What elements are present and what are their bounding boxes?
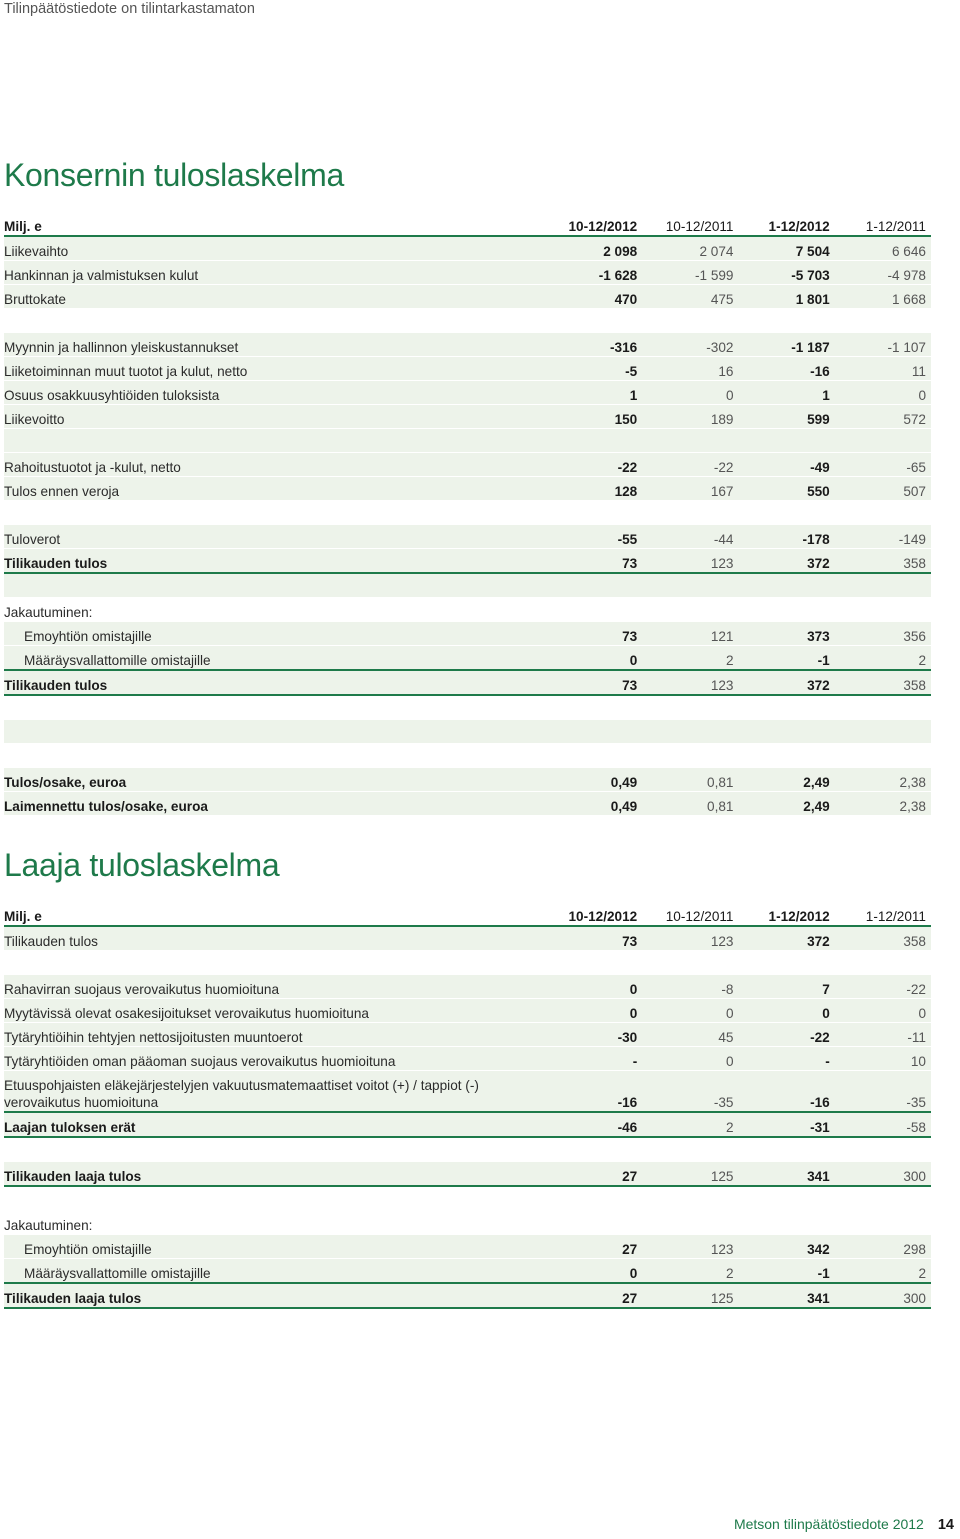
cell-value: 128 — [546, 477, 642, 501]
cell-value: 2 — [642, 1259, 738, 1284]
cell-value: 27 — [546, 1162, 642, 1187]
cell-value: -1 599 — [642, 261, 738, 285]
column-header: 10-12/2012 — [546, 902, 642, 926]
cell-value: 0 — [546, 975, 642, 999]
table-row — [4, 1235, 931, 1259]
cell-value: 341 — [739, 1283, 835, 1308]
spacer-row — [4, 573, 931, 598]
cell-value: -31 — [739, 1112, 835, 1137]
cell-value: -22 — [546, 453, 642, 477]
table-row — [4, 792, 931, 816]
cell-value: 123 — [642, 549, 738, 574]
spacer-row — [4, 501, 931, 525]
cell-value: 0 — [546, 646, 642, 671]
cell-value: 2,49 — [739, 768, 835, 792]
cell-value: 7 504 — [739, 236, 835, 261]
cell-value: 2 — [835, 646, 931, 671]
total-row — [4, 1162, 931, 1187]
row-label: Tilikauden tulos — [4, 549, 546, 574]
table-row — [4, 285, 931, 309]
cell-value: 10 — [835, 1047, 931, 1071]
header-note: Tilinpäätöstiedote on tilintarkastamaton — [4, 1, 255, 17]
cell-value: 372 — [739, 926, 835, 951]
cell-value: -30 — [546, 1023, 642, 1047]
spacer-row — [4, 1137, 931, 1162]
cell-value: -44 — [642, 525, 738, 549]
row-label: Emoyhtiön omistajille — [4, 622, 546, 646]
row-label: Jakautuminen: — [4, 1211, 931, 1235]
row-label: Liikevaihto — [4, 236, 546, 261]
cell-value: 298 — [835, 1235, 931, 1259]
cell-value: -16 — [739, 357, 835, 381]
cell-value: 2,49 — [739, 792, 835, 816]
table-row — [4, 357, 931, 381]
row-label: Myytävissä olevat osakesijoitukset verovaikutus huomioituna — [4, 999, 546, 1023]
cell-value: 125 — [642, 1283, 738, 1308]
column-header-label: Milj. e — [4, 212, 546, 236]
table-row — [4, 999, 931, 1023]
cell-value: 0 — [642, 999, 738, 1023]
cell-value: 342 — [739, 1235, 835, 1259]
row-label: Tulos/osake, euroa — [4, 768, 546, 792]
spacer-row — [4, 1186, 931, 1211]
cell-value: -65 — [835, 453, 931, 477]
row-label: Etuuspohjaisten eläkejärjestelyjen vakuutusmatemaattiset voitot (+) / tappiot (-) verovaikutus huomioituna — [4, 1071, 546, 1113]
row-label: Emoyhtiön omistajille — [4, 1235, 546, 1259]
cell-value: 2 098 — [546, 236, 642, 261]
section-title-income-statement: Konsernin tuloslaskelma — [4, 157, 344, 193]
spacer-row — [4, 744, 931, 768]
table-row — [4, 646, 931, 671]
cell-value: -302 — [642, 333, 738, 357]
cell-value: 599 — [739, 405, 835, 429]
row-label: Tytäryhtiöihin tehtyjen nettosijoitusten muuntoerot — [4, 1023, 546, 1047]
cell-value: 1 — [546, 381, 642, 405]
cell-value: 0 — [739, 999, 835, 1023]
cell-value: 0 — [835, 381, 931, 405]
cell-value: -35 — [835, 1071, 931, 1113]
row-label: Laimennettu tulos/osake, euroa — [4, 792, 546, 816]
cell-value: -149 — [835, 525, 931, 549]
table-row — [4, 926, 931, 951]
table-row — [4, 1047, 931, 1071]
cell-value: 150 — [546, 405, 642, 429]
row-label: Tytäryhtiöiden oman pääoman suojaus verovaikutus huomioituna — [4, 1047, 546, 1071]
spacer-row — [4, 695, 931, 720]
cell-value: 123 — [642, 926, 738, 951]
spacer-row — [4, 309, 931, 333]
income-statement-table — [4, 212, 931, 816]
cell-value: 572 — [835, 405, 931, 429]
table-row — [4, 453, 931, 477]
row-label: Tilikauden tulos — [4, 670, 546, 695]
table-row — [4, 261, 931, 285]
cell-value: 11 — [835, 357, 931, 381]
cell-value: 0,49 — [546, 768, 642, 792]
table-row — [4, 598, 931, 622]
cell-value: 1 — [739, 381, 835, 405]
cell-value: -11 — [835, 1023, 931, 1047]
table-row — [4, 333, 931, 357]
table-row — [4, 1211, 931, 1235]
cell-value: 123 — [642, 670, 738, 695]
cell-value: 6 646 — [835, 236, 931, 261]
cell-value: 475 — [642, 285, 738, 309]
column-header: 10-12/2011 — [642, 902, 738, 926]
cell-value: -22 — [835, 975, 931, 999]
cell-value: 27 — [546, 1235, 642, 1259]
column-header-label: Milj. e — [4, 902, 546, 926]
column-header: 1-12/2011 — [835, 212, 931, 236]
cell-value: -8 — [642, 975, 738, 999]
spacer-row — [4, 951, 931, 975]
cell-value: 125 — [642, 1162, 738, 1187]
cell-value: 358 — [835, 926, 931, 951]
cell-value: 27 — [546, 1283, 642, 1308]
cell-value: 2 074 — [642, 236, 738, 261]
cell-value: 358 — [835, 670, 931, 695]
row-label: Rahavirran suojaus verovaikutus huomioituna — [4, 975, 546, 999]
cell-value: -1 628 — [546, 261, 642, 285]
cell-value: -16 — [739, 1071, 835, 1113]
cell-value: 7 — [739, 975, 835, 999]
total-row — [4, 1283, 931, 1308]
column-header: 1-12/2011 — [835, 902, 931, 926]
spacer-row — [4, 429, 931, 453]
cell-value: 73 — [546, 926, 642, 951]
row-label: Tuloverot — [4, 525, 546, 549]
cell-value: 0,81 — [642, 792, 738, 816]
column-header: 10-12/2011 — [642, 212, 738, 236]
table-row — [4, 405, 931, 429]
cell-value: - — [546, 1047, 642, 1071]
cell-value: 73 — [546, 549, 642, 574]
row-label: Tilikauden laaja tulos — [4, 1162, 546, 1187]
table-row — [4, 1023, 931, 1047]
row-label: Laajan tuloksen erät — [4, 1112, 546, 1137]
cell-value: -35 — [642, 1071, 738, 1113]
cell-value: -16 — [546, 1071, 642, 1113]
publication-name: Metson tilinpäätöstiedote 2012 — [733, 1516, 924, 1532]
cell-value: 73 — [546, 622, 642, 646]
row-label: Tulos ennen veroja — [4, 477, 546, 501]
cell-value: -49 — [739, 453, 835, 477]
row-label: Tilikauden tulos — [4, 926, 546, 951]
table-row — [4, 525, 931, 549]
row-label: Jakautuminen: — [4, 598, 931, 622]
table-row — [4, 1071, 931, 1113]
cell-value: 0,81 — [642, 768, 738, 792]
cell-value: 2,38 — [835, 768, 931, 792]
cell-value: 1 668 — [835, 285, 931, 309]
table-header-row — [4, 902, 931, 926]
cell-value: 300 — [835, 1162, 931, 1187]
table-row — [4, 622, 931, 646]
row-label: Liiketoiminnan muut tuotot ja kulut, netto — [4, 357, 546, 381]
cell-value: -1 187 — [739, 333, 835, 357]
cell-value: - — [739, 1047, 835, 1071]
table-row — [4, 236, 931, 261]
total-row — [4, 670, 931, 695]
cell-value: 2,38 — [835, 792, 931, 816]
cell-value: 0,49 — [546, 792, 642, 816]
comprehensive-income-table — [4, 902, 931, 1309]
cell-value: 507 — [835, 477, 931, 501]
column-header: 1-12/2012 — [739, 212, 835, 236]
cell-value: 2 — [642, 1112, 738, 1137]
row-label: Tilikauden laaja tulos — [4, 1283, 546, 1308]
total-row — [4, 1112, 931, 1137]
cell-value: 0 — [642, 1047, 738, 1071]
cell-value: 341 — [739, 1162, 835, 1187]
cell-value: 167 — [642, 477, 738, 501]
row-label: Myynnin ja hallinnon yleiskustannukset — [4, 333, 546, 357]
page-number: 14 — [937, 1517, 954, 1533]
cell-value: -55 — [546, 525, 642, 549]
table-row — [4, 768, 931, 792]
cell-value: 2 — [835, 1259, 931, 1284]
section-title-comprehensive-income: Laaja tuloslaskelma — [4, 847, 280, 883]
row-label: Osuus osakkuusyhtiöiden tuloksista — [4, 381, 546, 405]
cell-value: 123 — [642, 1235, 738, 1259]
cell-value: 470 — [546, 285, 642, 309]
cell-value: -5 703 — [739, 261, 835, 285]
table-row — [4, 1259, 931, 1284]
cell-value: -316 — [546, 333, 642, 357]
total-row — [4, 549, 931, 574]
cell-value: -46 — [546, 1112, 642, 1137]
row-label: Määräysvallattomille omistajille — [4, 646, 546, 671]
cell-value: 16 — [642, 357, 738, 381]
table-row — [4, 975, 931, 999]
cell-value: 356 — [835, 622, 931, 646]
cell-value: 0 — [642, 381, 738, 405]
row-label: Bruttokate — [4, 285, 546, 309]
cell-value: -5 — [546, 357, 642, 381]
cell-value: -1 — [739, 1259, 835, 1284]
row-label: Rahoitustuotot ja -kulut, netto — [4, 453, 546, 477]
table-row — [4, 381, 931, 405]
cell-value: 1 801 — [739, 285, 835, 309]
cell-value: 73 — [546, 670, 642, 695]
table-header-row — [4, 212, 931, 236]
spacer-row — [4, 720, 931, 744]
cell-value: 121 — [642, 622, 738, 646]
cell-value: 189 — [642, 405, 738, 429]
cell-value: 0 — [546, 1259, 642, 1284]
page-footer — [734, 1516, 954, 1533]
cell-value: 2 — [642, 646, 738, 671]
cell-value: 300 — [835, 1283, 931, 1308]
cell-value: 550 — [739, 477, 835, 501]
cell-value: 358 — [835, 549, 931, 574]
column-header: 10-12/2012 — [546, 212, 642, 236]
column-header: 1-12/2012 — [739, 902, 835, 926]
cell-value: 372 — [739, 670, 835, 695]
row-label: Määräysvallattomille omistajille — [4, 1259, 546, 1284]
cell-value: -22 — [739, 1023, 835, 1047]
table-row — [4, 477, 931, 501]
cell-value: 45 — [642, 1023, 738, 1047]
cell-value: -58 — [835, 1112, 931, 1137]
cell-value: 0 — [835, 999, 931, 1023]
row-label: Hankinnan ja valmistuksen kulut — [4, 261, 546, 285]
cell-value: -4 978 — [835, 261, 931, 285]
cell-value: 373 — [739, 622, 835, 646]
cell-value: 372 — [739, 549, 835, 574]
cell-value: -22 — [642, 453, 738, 477]
cell-value: -1 — [739, 646, 835, 671]
cell-value: -1 107 — [835, 333, 931, 357]
cell-value: 0 — [546, 999, 642, 1023]
cell-value: -178 — [739, 525, 835, 549]
row-label: Liikevoitto — [4, 405, 546, 429]
